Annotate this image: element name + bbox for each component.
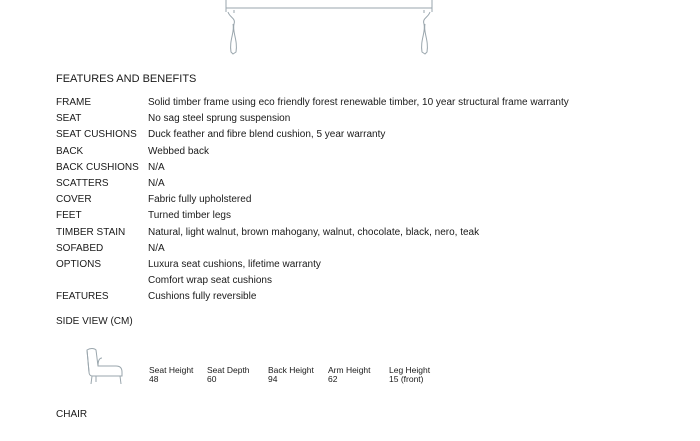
feature-value: Solid timber frame using eco friendly forest renewable timber, 10 year structural frame warranty <box>148 97 569 108</box>
dimension-value: 48 <box>149 374 159 384</box>
feature-label: SEAT CUSHIONS <box>56 129 137 140</box>
feature-label: COVER <box>56 194 92 205</box>
dimension-value: 62 <box>328 374 338 384</box>
feature-value: Fabric fully upholstered <box>148 194 252 205</box>
feature-label: FRAME <box>56 97 91 108</box>
feature-value: Luxura seat cushions, lifetime warranty <box>148 259 321 270</box>
feature-value: Comfort wrap seat cushions <box>148 275 272 286</box>
feature-value: No sag steel sprung suspension <box>148 113 291 124</box>
feature-value: Natural, light walnut, brown mahogany, walnut, chocolate, black, nero, teak <box>148 227 480 238</box>
feature-label: SCATTERS <box>56 178 109 189</box>
dimension-seat-depth <box>207 366 250 384</box>
dimensions-row <box>0 366 700 390</box>
dimension-value: 60 <box>207 374 217 384</box>
dimension-label: Back Height <box>268 365 314 375</box>
dimension-label: Seat Depth <box>207 365 250 375</box>
feature-value: Turned timber legs <box>148 210 231 221</box>
feature-value: N/A <box>148 243 165 254</box>
feature-label: FEATURES <box>56 291 109 302</box>
dimension-label: Seat Height <box>149 365 194 375</box>
dimension-value: 15 (front) <box>389 374 424 384</box>
feature-value: N/A <box>148 178 165 189</box>
chair-heading: CHAIR <box>56 409 88 420</box>
feature-value: Duck feather and fibre blend cushion, 5 year warranty <box>148 129 386 140</box>
dimension-label: Leg Height <box>389 365 431 375</box>
feature-label: TIMBER STAIN <box>56 227 126 238</box>
features-heading: FEATURES AND BENEFITS <box>56 73 197 85</box>
dimension-label: Arm Height <box>328 365 371 375</box>
feature-label: OPTIONS <box>56 259 102 270</box>
feature-label: SEAT <box>56 113 82 124</box>
feature-label: SOFABED <box>56 243 104 254</box>
dimension-back-height <box>268 366 314 384</box>
feature-label: FEET <box>56 210 82 221</box>
dimension-value: 94 <box>268 374 278 384</box>
dimension-seat-height <box>149 366 193 384</box>
side-view-heading: SIDE VIEW (CM) <box>56 316 133 327</box>
feature-label: BACK <box>56 146 84 157</box>
dimension-arm-height <box>328 366 371 384</box>
chair-front-sketch-icon <box>222 0 438 58</box>
feature-value: Cushions fully reversible <box>148 291 257 302</box>
feature-value: N/A <box>148 162 165 173</box>
feature-value: Webbed back <box>148 146 209 157</box>
dimension-leg-height <box>389 366 430 384</box>
feature-label: BACK CUSHIONS <box>56 162 139 173</box>
